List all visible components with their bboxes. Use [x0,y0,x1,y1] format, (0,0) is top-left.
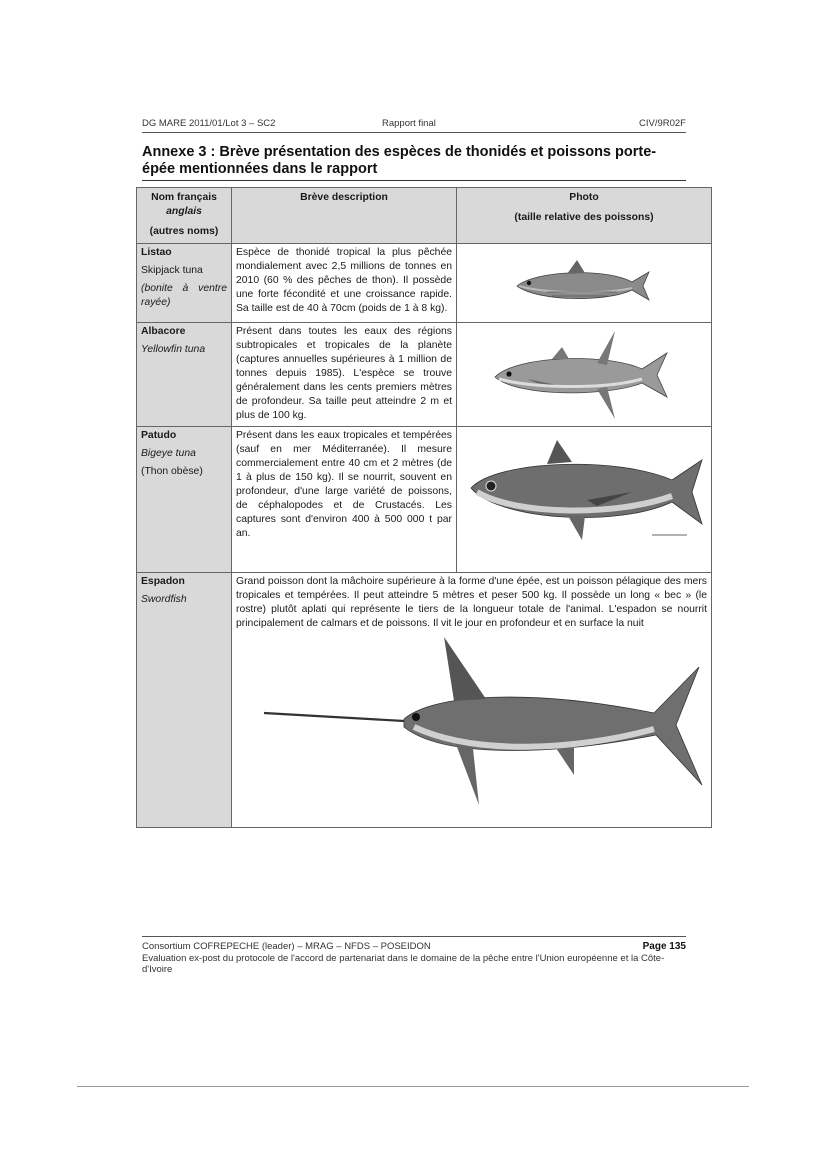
table-row [137,427,712,573]
description-cell: Espèce de thonidé tropical la plus pêchée mondialement avec 2,5 millions de tonnes en 2010 (60 % des pêches de thon). Il possède une forte fécondité et une croissance rapide. Sa taille est de 40 à 70cm (poids de 1 à 8 kg). [232,244,457,323]
name-fr: Espadon [141,576,185,587]
annex-title: Annexe 3 : Brève présentation des espèces de thonidés et poissons porte-épée mentionnées dans le rapport [142,144,686,181]
name-cell [137,244,232,323]
skipjack-tuna-icon [457,248,707,318]
species-table [136,187,712,828]
bigeye-tuna-icon [457,430,711,570]
name-fr: Listao [141,247,172,258]
name-en: Yellowfin tuna [141,344,206,355]
page-number: Page 135 [642,941,686,952]
table-row [137,323,712,427]
name-en: Swordfish [141,594,187,605]
photo-cell [457,244,712,323]
table-header-row [137,188,712,244]
header-name-en: anglais [166,206,202,217]
table-row [137,244,712,323]
header-left: DG MARE 2011/01/Lot 3 – SC2 [142,118,276,129]
description-photo-cell [232,573,712,828]
name-fr: Patudo [141,430,177,441]
header-name-cell [137,188,232,244]
footer-consortium: Consortium COFREPECHE (leader) – MRAG – NFDS – POSEIDON [142,941,431,952]
header-photo-sub: (taille relative des poissons) [514,212,654,223]
header-photo: Photo [569,192,599,203]
footer-subtitle: Evaluation ex-post du protocole de l'accord de partenariat dans le domaine de la pêche entre l'Union européenne et la Côte-d'Ivoire [142,953,665,975]
page-footer [142,936,686,975]
header-right: CIV/9R02F [639,118,686,129]
name-other: (Thon obèse) [141,466,203,477]
description-cell: Présent dans toutes les eaux des régions subtropicales et tropicales de la planète (captures annuelles supérieures à 1 million de tonnes depuis 1985). L'espèce se trouve généralement dans les cents premiers mètres de profondeur. Sa taille peut atteindre 2 m et plus de 100 kg. [232,323,457,427]
header-center: Rapport final [382,118,436,129]
description-cell: Présent dans les eaux tropicales et tempérées (sauf en mer Méditerranée). Il mesure commercialement entre 40 cm et 2 mètres (de 1 à plus de 150 kg). Il se nourrit, souvent en profondeur, d'une large variété de poissons, de céphalopodes et de Crustacés. Les captures sont d'environ 400 à 500 000 t par an. [232,427,457,573]
photo-cell [457,427,712,573]
name-fr: Albacore [141,326,186,337]
name-cell [137,427,232,573]
name-other: (bonite à ventre rayée) [141,283,227,308]
table-row [137,573,712,828]
header-name-fr: Nom français [151,192,217,203]
yellowfin-tuna-icon [457,325,707,425]
name-cell [137,573,232,828]
bottom-divider [77,1086,749,1087]
description-text: Grand poisson dont la mâchoire supérieure à la forme d'une épée, est un poisson pélagique des mers tropicales et tempérées. Il peut atteindre 5 mètres et peser 500 kg. Il possède un long « bec » (le rostre) plutôt aplati qui représente le tiers de la longueur totale de l'animal. L'espadon se nourrit principalement de calmars et de poissons. Il vit le jour en profondeur et en surface la nuit [236,576,707,629]
header-desc-cell: Brève description [232,188,457,244]
running-header [142,118,686,133]
header-photo-cell [457,188,712,244]
swordfish-icon [254,635,724,815]
header-name-other: (autres noms) [149,226,219,237]
photo-cell [457,323,712,427]
name-en: Skipjack tuna [141,265,203,276]
name-cell [137,323,232,427]
name-en: Bigeye tuna [141,448,196,459]
